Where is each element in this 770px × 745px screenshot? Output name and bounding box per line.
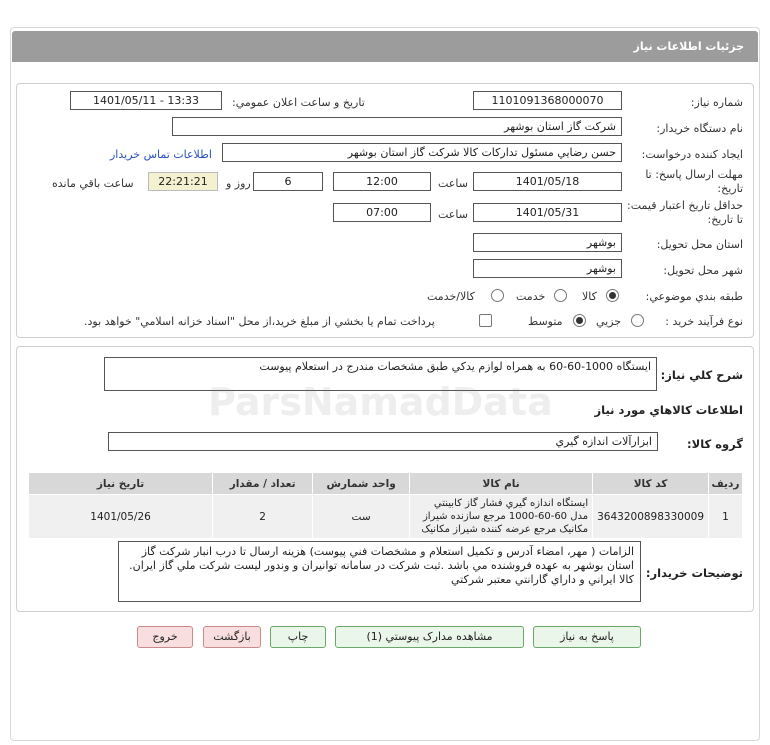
- process-label: نوع فرآيند خريد :: [665, 315, 743, 328]
- validity-date-field[interactable]: 1401/05/31: [473, 203, 622, 222]
- announce-field[interactable]: 1401/05/11 - 13:33: [70, 91, 222, 110]
- summary-field: ايستگاه 1000-60-60 به همراه لوازم يدکي طبق مشخصات مندرج در استعلام پيوست: [104, 357, 657, 391]
- category-radio-goods-service[interactable]: [491, 289, 504, 302]
- goods-group-label: گروه کالا:: [687, 437, 743, 451]
- page-title: جزئيات اطلاعات نياز: [633, 40, 744, 53]
- col-unit: واحد شمارش: [313, 473, 410, 495]
- requester-field[interactable]: حسن رضايي مسئول تدارکات کالا شرکت گاز استان بوشهر: [222, 143, 622, 162]
- validity-time-label: ساعت: [438, 208, 468, 221]
- buyer-org-label: نام دستگاه خريدار:: [656, 122, 743, 135]
- cell-code: 3643200898330009: [593, 495, 709, 539]
- col-qty: تعداد / مقدار: [213, 473, 313, 495]
- deadline-label: مهلت ارسال پاسخ: تا تاريخ:: [645, 168, 743, 195]
- requester-label: ايجاد کننده درخواست:: [641, 148, 743, 161]
- contact-buyer-link[interactable]: اطلاعات تماس خريدار: [110, 148, 212, 161]
- days-field[interactable]: 6: [253, 172, 323, 191]
- exit-button[interactable]: خروج: [137, 626, 193, 648]
- buyer-notes-field: الزامات ( مهر، امضاء آدرس و تکميل استعلام و مشخصات فني پيوست) هزينه ارسال تا درب انبار شرکت گاز استان بوشهر به عهده فروشنده مي باشد .ثبت شرکت در سامانه توانيران و وندور ليست شرکت ملي گاز ايران. کالا ايراني و داراي گارانتي معتبر شرکتي: [118, 541, 641, 602]
- validity-time-field[interactable]: 07:00: [333, 203, 431, 222]
- need-number-label: شماره نياز:: [690, 96, 743, 109]
- cell-name: ايستگاه اندازه گيري فشار گاز کابينتي مدل 60-60-1000 مرجع سازنده شيراز مکانيک مرجع عرضه کننده شيراز مکانيک: [410, 495, 593, 539]
- view-attachments-button[interactable]: مشاهده مدارک پيوستي (1): [335, 626, 524, 648]
- cell-date: 1401/05/26: [29, 495, 213, 539]
- col-date: تاريخ نياز: [29, 473, 213, 495]
- category-radio-goods[interactable]: [606, 289, 619, 302]
- deadline-time-label: ساعت: [438, 177, 468, 190]
- process-option-medium: متوسط: [528, 315, 563, 328]
- province-field[interactable]: بوشهر: [473, 233, 622, 252]
- need-number-field[interactable]: 1101091368000070: [473, 91, 622, 110]
- cell-row: 1: [709, 495, 743, 539]
- process-radio-medium[interactable]: [573, 314, 586, 327]
- process-radio-minor[interactable]: [631, 314, 644, 327]
- announce-label: تاريخ و ساعت اعلان عمومي:: [232, 96, 365, 109]
- buyer-notes-label: توضيحات خريدار:: [645, 566, 743, 580]
- back-button[interactable]: بازگشت: [203, 626, 261, 648]
- col-name: نام کالا: [410, 473, 593, 495]
- category-option-service: خدمت: [516, 290, 546, 303]
- col-code: کد کالا: [593, 473, 709, 495]
- remaining-label: ساعت باقي مانده: [52, 177, 134, 190]
- city-label: شهر محل تحويل:: [663, 264, 743, 277]
- category-option-goods: کالا: [582, 290, 597, 303]
- remaining-timer: 22:21:21: [148, 172, 218, 191]
- summary-label: شرح کلي نياز:: [660, 368, 743, 382]
- table-row[interactable]: [29, 495, 743, 539]
- treasury-payment-note: پرداخت تمام يا بخشي از مبلغ خريد،از محل "اسناد خزانه اسلامي" خواهد بود.: [84, 315, 435, 328]
- province-label: استان محل تحويل:: [656, 238, 743, 251]
- category-radio-service[interactable]: [554, 289, 567, 302]
- page-header: [12, 31, 758, 62]
- buyer-org-field[interactable]: شرکت گاز استان بوشهر: [172, 117, 622, 136]
- cell-qty: 2: [213, 495, 313, 539]
- category-option-goods-service: کالا/خدمت: [427, 290, 475, 303]
- cell-unit: ست: [313, 495, 410, 539]
- reply-button[interactable]: پاسخ به نياز: [533, 626, 641, 648]
- validity-label: حداقل تاريخ اعتبار قيمت: تا تاريخ:: [627, 199, 743, 226]
- treasury-payment-checkbox[interactable]: [479, 314, 492, 327]
- deadline-time-field[interactable]: 12:00: [333, 172, 431, 191]
- category-label: طبقه بندي موضوعي:: [645, 290, 743, 303]
- col-row: رديف: [709, 473, 743, 495]
- goods-group-field: ابزارآلات اندازه گيري: [108, 432, 658, 451]
- deadline-date-field[interactable]: 1401/05/18: [473, 172, 622, 191]
- days-label: روز و: [226, 177, 251, 190]
- city-field[interactable]: بوشهر: [473, 259, 622, 278]
- goods-section-title: اطلاعات کالاهاي مورد نياز: [594, 403, 743, 417]
- process-option-minor: جزيي: [596, 315, 622, 328]
- goods-table: [28, 472, 743, 539]
- print-button[interactable]: چاپ: [270, 626, 326, 648]
- goods-table-header: [29, 473, 743, 495]
